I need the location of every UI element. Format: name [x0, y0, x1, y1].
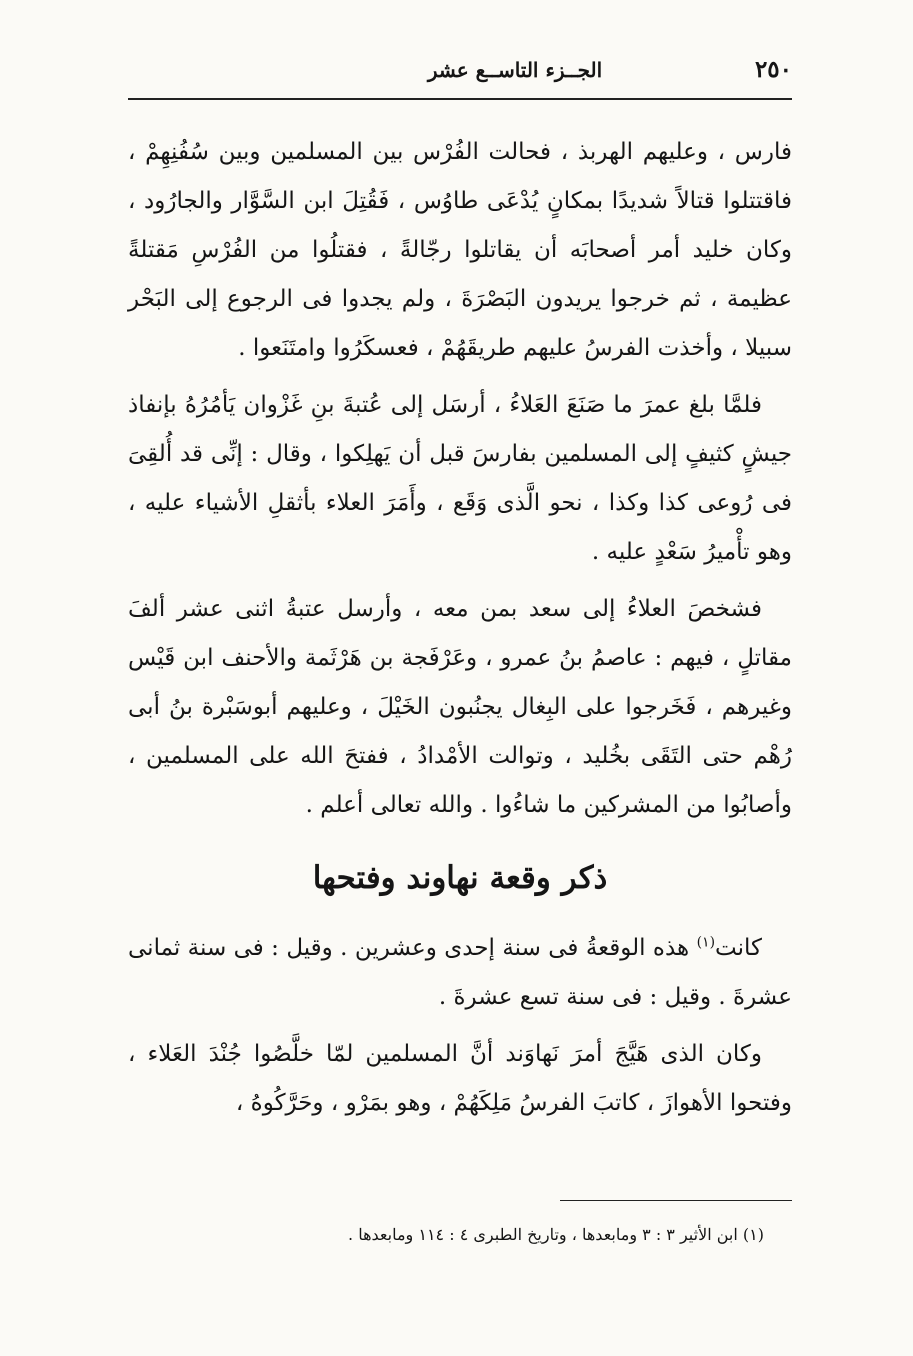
paragraph: فارس ، وعليهم الهربذ ، فحالت الفُرْس بين المسلمين وبين سُفُنِهِمْ ، فاقتتلوا قتالاً شديدًا بمكانٍ يُدْعَى طاوُس ، فَقُتِلَ ابن السَّوَّار والجارُود ، وكان خليد أمر أصحابَه أن يقاتلوا رجّالةً ، فقتلُوا من الفُرْسِ مَقتلةً عظيمة ، ثم خرجوا يريدون البَصْرَةَ ، ولم يجدوا فى الرجوع إلى البَحْر سبيلا ، وأخذت الفرسُ عليهم طريقَهُمْ ، فعسكَرُوا وامتَنَعوا . — [128, 139, 792, 361]
page-number: ٢٥٠ — [754, 56, 792, 83]
footnote: (١) ابن الأثير ٣ : ٣ ومابعدها ، وتاريخ الطبرى ٤ : ١١٤ ومابعدها . — [348, 1225, 764, 1244]
paragraph — [128, 924, 792, 1022]
header-rule — [128, 98, 792, 100]
paragraph-start: كانت — [715, 935, 762, 961]
main-text — [128, 128, 792, 1128]
footnote-rule — [560, 1200, 792, 1201]
paragraph: فشخصَ العلاءُ إلى سعد بمن معه ، وأرسل عتبةُ اثنى عشر ألفَ مقاتلٍ ، فيهم : عاصمُ بنُ عمرو ، وعَرْفَجة بن هَرْثَمة والأحنف ابن قَيْس وغيرهم ، فَخَرجوا على البِغال يجنُبون الخَيْلَ ، وعليهم أبوسَبْرة بنُ أبى رُهْم حتى التَقَى بخُليد ، وتوالت الأمْدادُ ، ففتحَ الله على المسلمين ، وأصابُوا من المشركين ما شاءُوا . والله تعالى أعلم . — [128, 596, 792, 818]
footnote-ref: (١) — [696, 934, 716, 951]
paragraph: فلمَّا بلغ عمرَ ما صَنَعَ العَلاءُ ، أرسَل إلى عُتبةَ بنِ غَزْوان يَأمُرُهُ بإنفاذ جيشٍ كثيفٍ إلى المسلمين بفارسَ قبل أن يَهلِكوا ، وقال : إنِّى قد أُلقِىَ فى رُوعى كذا وكذا ، نحو الَّذى وَقَع ، وأَمَرَ العلاء بأثقلِ الأشياء عليه ، وهو تأْميرُ سَعْدٍ عليه . — [128, 392, 792, 565]
section-heading: ذكر وقعة نهاوند وفتحها — [312, 860, 608, 896]
page-header — [128, 54, 792, 90]
paragraph-rest: هذه الوقعةُ فى سنة إحدى وعشرين . وقيل : فى سنة ثمانى عشرةَ . وقيل : فى سنة تسع عشرةَ . — [128, 935, 792, 1010]
running-title: الجــزء التاســع عشر — [427, 58, 603, 82]
paragraph: وكان الذى هَيَّجَ أمرَ نَهاوَند أنَّ المسلمين لمّا خلَّصُوا جُنْدَ العَلاء ، وفتحوا الأهوازَ ، كاتبَ الفرسُ مَلِكَهُمْ ، وهو بمَرْو ، وحَرَّكُوهُ ، — [128, 1041, 792, 1116]
